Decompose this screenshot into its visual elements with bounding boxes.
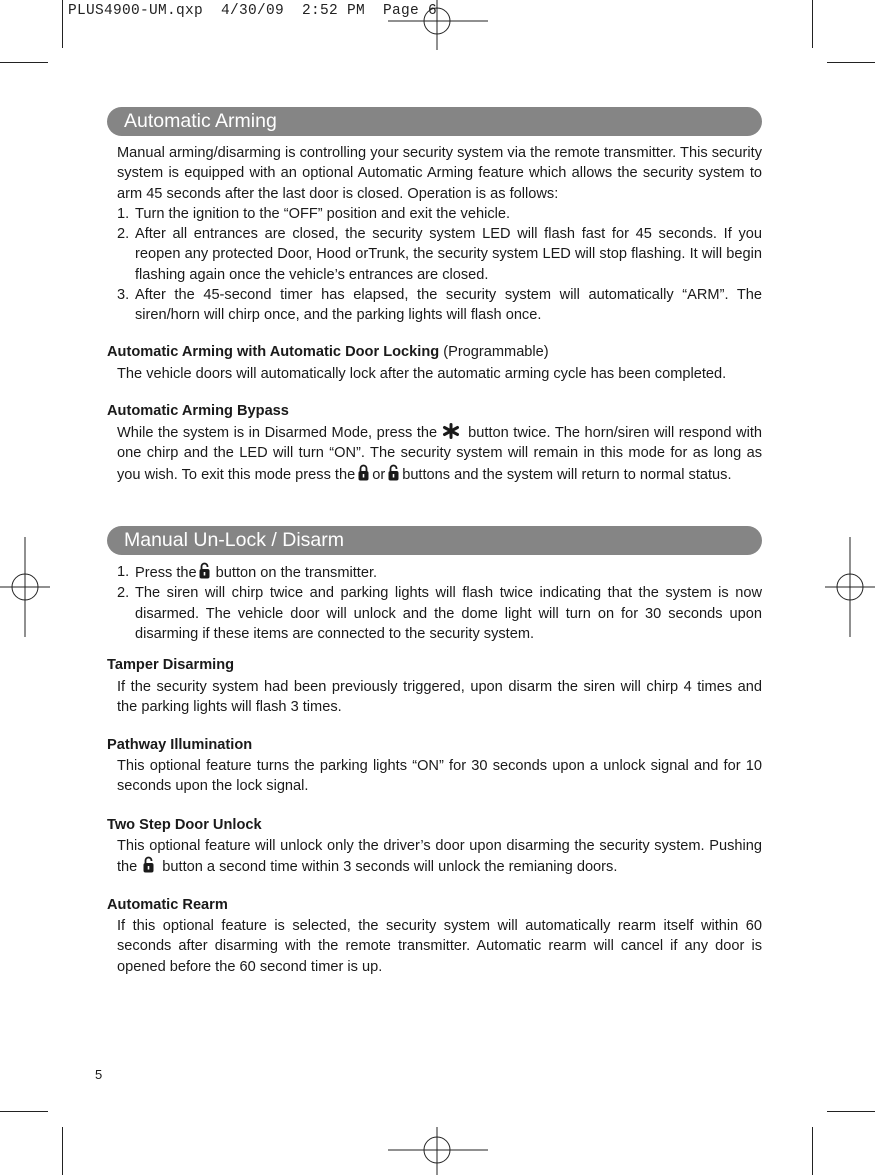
asterisk-icon — [442, 423, 460, 439]
crop-mark — [0, 62, 48, 63]
registration-mark-icon — [388, 1127, 488, 1175]
automatic-arming-intro: Manual arming/disarming is controlling your security system via the remote transmitter. This security system is equipped with an optional Automatic Arming feature which allows the security system to arm 45 seconds after the last door is closed. Operation is as follows: — [117, 145, 762, 202]
two-step-text-a: This optional feature will unlock only the driver’s door upon disarming the security system. Pushing the — [117, 838, 762, 876]
door-locking-body — [117, 364, 762, 384]
crop-mark — [812, 0, 813, 48]
list-item — [117, 562, 762, 583]
crop-mark — [827, 1111, 875, 1112]
crop-mark — [827, 62, 875, 63]
door-locking-text: The vehicle doors will automatically lock after the automatic arming cycle has been completed. — [117, 366, 727, 382]
bypass-body — [117, 423, 762, 485]
list-item — [117, 583, 762, 644]
list-item — [117, 285, 762, 326]
crop-mark — [0, 1111, 48, 1112]
disarm-step1-b: button on the transmitter. — [215, 565, 378, 581]
tamper-body — [117, 677, 762, 718]
rearm-text: If this optional feature is selected, the security system will automatically rearm itself within 60 seconds after disarming with the remote transmitter. Automatic rearm will cancel if any door is opened before the 60 second timer is up. — [117, 918, 762, 975]
crop-mark — [812, 1127, 813, 1175]
pathway-body — [117, 756, 762, 797]
list-item — [117, 204, 762, 224]
heading-two-step: Two Step Door Unlock — [107, 817, 262, 833]
list-item — [117, 224, 762, 285]
two-step-text-b: button a second time within 3 seconds will unlock the remianing doors. — [162, 859, 618, 876]
heading-door-locking — [107, 344, 549, 360]
crop-mark — [62, 0, 63, 48]
step-number: 1. — [117, 564, 130, 580]
registration-mark-icon — [388, 0, 488, 50]
heading-door-locking-text: Automatic Arming with Automatic Door Locking — [107, 344, 440, 360]
step-text: Turn the ignition to the “OFF” position and exit the vehicle. — [135, 205, 511, 222]
lock-open-icon — [199, 562, 210, 579]
step-text: After the 45-second timer has elapsed, the security system will automatically “ARM”. The siren/horn will chirp once, and the parking lights will flash once. — [135, 287, 762, 324]
heading-door-locking-note: (Programmable) — [443, 344, 549, 360]
heading-pathway: Pathway Illumination — [107, 737, 253, 753]
disarm-step1-a: Press the — [135, 565, 197, 581]
heading-bypass: Automatic Arming Bypass — [107, 403, 289, 419]
two-step-body — [117, 836, 762, 878]
page-number: 5 — [95, 1067, 103, 1082]
lock-open-icon — [388, 464, 399, 481]
bypass-text-c: buttons and the system will return to normal status. — [402, 466, 732, 483]
lock-closed-icon — [358, 464, 369, 481]
disarm-body — [117, 562, 762, 644]
printer-slug: PLUS4900-UM.qxp 4/30/09 2:52 PM Page 6 — [68, 3, 438, 19]
step-number: 3. — [117, 287, 130, 304]
section-title-automatic-arming: Automatic Arming — [107, 107, 762, 136]
step-text: After all entrances are closed, the security system LED will flash fast for 45 seconds. If you reopen any protected Door, Hood orTrunk, the security system LED will stop flashing. It will begin flashing again once the vehicle’s entrances are closed. — [135, 226, 762, 283]
heading-tamper: Tamper Disarming — [107, 657, 235, 673]
two-step-text — [117, 836, 762, 878]
step-number: 1. — [117, 205, 130, 222]
lock-open-icon — [143, 856, 154, 873]
bypass-text-a: While the system is in Disarmed Mode, press the — [117, 425, 438, 441]
tamper-text: If the security system had been previously triggered, upon disarm the siren will chirp 4 times and the parking lights will flash 3 times. — [117, 679, 762, 716]
bypass-text-b: button twice. The horn/siren will respond with one chirp and the LED will turn “ON”. The security system will remain in this mode for as long as you wish. To exit this mode press the — [117, 425, 762, 483]
step-text — [135, 562, 762, 583]
bypass-text — [117, 423, 762, 485]
automatic-arming-body — [117, 143, 762, 326]
registration-mark-icon — [825, 537, 875, 637]
pathway-text: This optional feature turns the parking lights “ON” for 30 seconds upon a unlock signal and for 10 seconds upon the lock signal. — [117, 758, 762, 795]
step-text: The siren will chirp twice and parking lights will flash twice indicating that the system is now disarmed. The vehicle door will unlock and the dome light will turn on for 30 seconds upon disarming if these items are connected to the security system. — [135, 585, 762, 642]
step-number: 2. — [117, 226, 130, 243]
section-title-manual-unlock: Manual Un-Lock / Disarm — [107, 526, 762, 555]
bypass-text-or: or — [372, 466, 386, 483]
registration-mark-icon — [0, 537, 50, 637]
step-number: 2. — [117, 585, 130, 602]
crop-mark — [62, 1127, 63, 1175]
heading-rearm: Automatic Rearm — [107, 897, 228, 913]
rearm-body — [117, 916, 762, 977]
